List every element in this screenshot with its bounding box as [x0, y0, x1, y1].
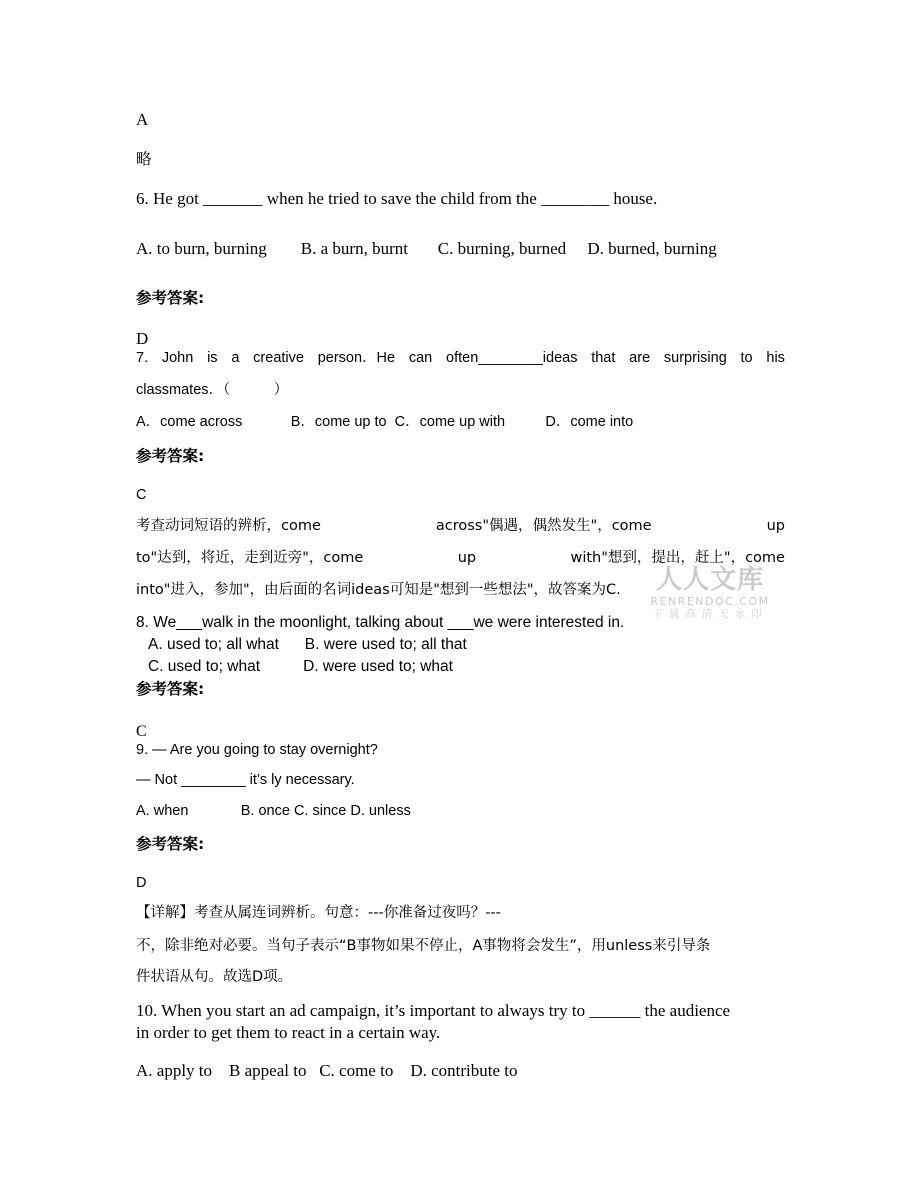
previous-note: 略: [136, 150, 152, 168]
watermark-subtitle: 下载高清无水印: [652, 607, 768, 620]
watermark-logo: [647, 566, 773, 620]
q7-word: that: [591, 350, 616, 366]
question-8-options-row-1: A. used to; all what B. were used to; all that: [148, 636, 467, 653]
q7-word: often________ideas: [446, 350, 578, 366]
q7-word: creative: [253, 350, 304, 366]
question-10-text-line-1: 10. When you start an ad campaign, it’s important to always try to ______ the audience: [136, 1001, 731, 1020]
question-7-answer-heading: 参考答案:: [136, 447, 205, 465]
question-9-text: 9. — Are you going to stay overnight?: [136, 742, 378, 758]
question-6-text: 6. He got _______ when he tried to save the child from the ________ house.: [136, 189, 658, 208]
question-7-line-2: classmates．（ ）: [136, 382, 289, 398]
question-8-text: 8. We___walk in the moonlight, talking about ___we were interested in.: [136, 614, 625, 631]
question-9-reply: — Not ________ it’s ly necessary.: [136, 772, 355, 788]
question-6-answer: D: [136, 329, 149, 348]
question-9-answer-heading: 参考答案:: [136, 835, 205, 853]
question-10-text-line-2: in order to get them to react in a certain way.: [136, 1023, 441, 1042]
question-7-line-1: [136, 350, 785, 367]
explain-segment: across"偶遇，偶然发生"，come: [435, 518, 652, 534]
question-6-options: A. to burn, burning B. a burn, burnt C. burning, burned D. burned, burning: [136, 239, 717, 258]
q7-word: his: [766, 350, 785, 366]
question-8-answer-heading: 参考答案:: [136, 680, 205, 698]
question-10-options: A. apply to B appeal to C. come to D. contribute to: [136, 1061, 518, 1080]
q7-word: John: [161, 350, 194, 366]
watermark-url: RENRENDOC.COM: [650, 594, 770, 608]
explain-segment: with"想到，提出，赶上"，come: [570, 550, 785, 566]
explain-segment: 考查动词短语的辨析，come: [136, 518, 321, 534]
watermark-title: 人人文库: [655, 565, 764, 595]
question-7-answer: C: [136, 487, 147, 503]
question-7-options: A．come across B．come up to C．come up with D．come into: [136, 414, 634, 430]
question-8-answer: C: [136, 723, 147, 740]
explain-segment: up: [457, 550, 477, 566]
q7-word: person．He: [317, 350, 396, 366]
q7-word: can: [408, 350, 433, 366]
question-9-options: A. when B. once C. since D. unless: [136, 803, 411, 819]
question-6-answer-heading: 参考答案:: [136, 289, 205, 307]
q7-word: are: [629, 350, 651, 366]
question-7-explain-line-3: into"进入，参加"，由后面的名词ideas可知是"想到一些想法"，故答案为C.: [136, 582, 621, 598]
q7-word: a: [231, 350, 240, 366]
q7-word: is: [207, 350, 218, 366]
question-9-detail-line-3: 件状语从句。故选D项。: [136, 969, 293, 985]
question-9-answer: D: [136, 875, 147, 891]
previous-answer: A: [136, 110, 149, 129]
question-9-detail-line-1: 【详解】考查从属连词辨析。句意：---你准备过夜吗？---: [136, 905, 501, 921]
q7-word: surprising: [663, 350, 727, 366]
question-9-detail-line-2: 不，除非绝对必要。当句子表示“B事物如果不停止，A事物将会发生”，用unless来引导条: [136, 938, 711, 954]
question-7-explain-line-1: [136, 518, 785, 535]
question-8-options-row-2: C. used to; what D. were used to; what: [148, 658, 453, 675]
q7-word: 7.: [136, 350, 149, 366]
explain-segment: to"达到，将近，走到近旁"，come: [136, 550, 364, 566]
explain-segment: up: [766, 518, 785, 534]
q7-word: to: [740, 350, 753, 366]
